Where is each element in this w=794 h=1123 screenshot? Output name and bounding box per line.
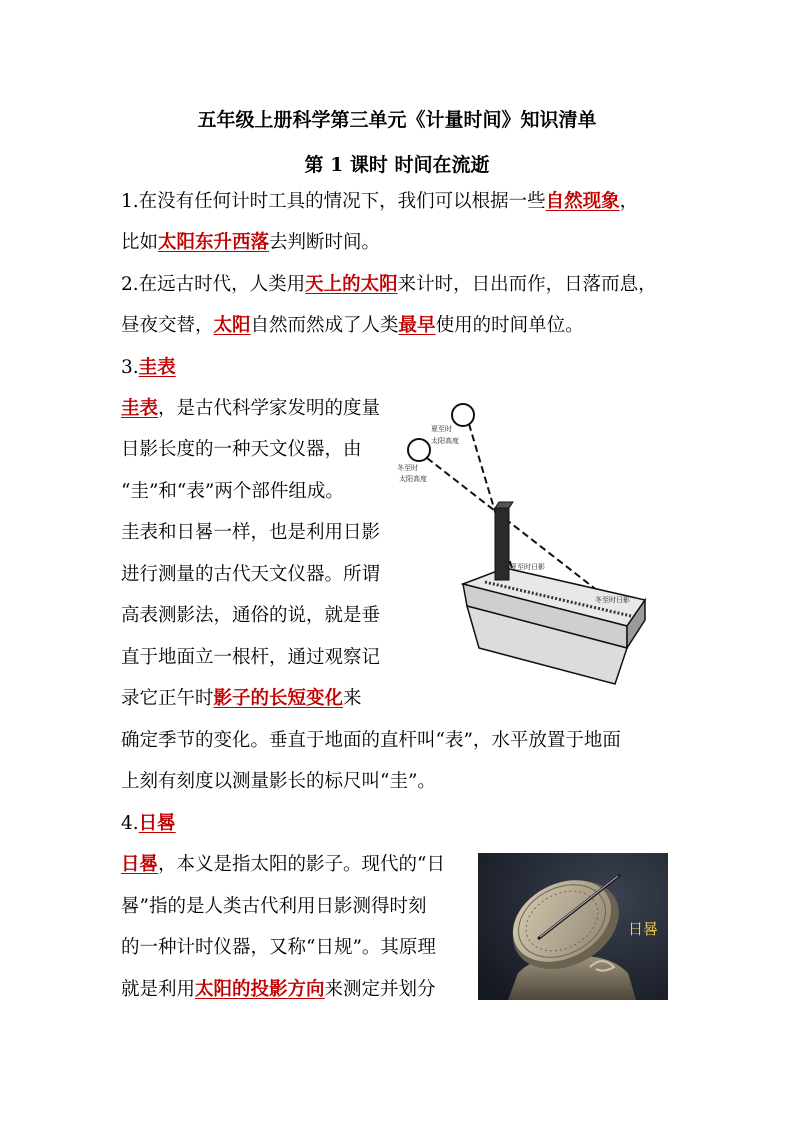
text: 就是利用: [121, 979, 196, 1000]
keyword: 影子的长短变化: [213, 688, 344, 709]
section-4-heading: [121, 812, 176, 836]
page-title: 五年级上册科学第三单元《计量时间》知识清单: [197, 109, 597, 131]
s3-line-9: 确定季节的变化。垂直于地面的直杆叫“表”，水平放置于地面: [121, 730, 621, 751]
s3-line-6: 高表测影法，通俗的说，就是垂: [121, 605, 381, 626]
text: 录它正午时: [121, 688, 214, 709]
text: ，: [619, 191, 639, 212]
s4-line-2: 晷”指的是人类古代利用日影测得时刻: [121, 896, 427, 917]
summer-sun-icon: [452, 404, 474, 426]
biao-pole-top: [495, 502, 513, 508]
s4-line-1: [121, 853, 445, 877]
s3-line-5: 进行测量的古代天文仪器。所谓: [121, 564, 381, 585]
p1-line-2: [121, 231, 380, 255]
s3-line-4: 圭表和日晷一样，也是利用日影: [121, 522, 381, 543]
s3-line-2: 日影长度的一种天文仪器，由: [121, 439, 362, 460]
text: 2.在远古时代，人类用: [121, 274, 306, 295]
keyword: 最早: [398, 315, 436, 336]
text: ，是古代科学家发明的度量: [158, 398, 381, 419]
text: 去判断时间。: [269, 232, 381, 253]
keyword: 日晷: [138, 813, 176, 834]
text: 自然而然成了人类: [250, 315, 399, 336]
keyword: 自然现象: [545, 191, 620, 212]
label-winter-sun-1: 冬至时: [397, 464, 418, 472]
label-winter-shadow: 冬至时日影: [595, 596, 630, 604]
photo-label: 日晷: [628, 920, 659, 938]
s3-line-1: [121, 397, 380, 421]
winter-sun-icon: [408, 439, 430, 461]
p2-line-1: [121, 273, 657, 297]
label-summer-sun-2: 太阳高度: [431, 437, 459, 445]
text: 3.: [121, 357, 139, 378]
sundial-photo: [478, 853, 668, 1000]
keyword: 圭表: [121, 398, 159, 419]
p1-line-1: [121, 190, 638, 214]
guibiao-figure: [395, 398, 675, 690]
keyword: 天上的太阳: [305, 274, 398, 295]
label-summer-sun-1: 夏至时: [431, 425, 452, 433]
lesson-subtitle: 第 1 课时 时间在流逝: [304, 154, 490, 176]
label-winter-sun-2: 太阳高度: [399, 475, 427, 483]
biao-pole: [495, 508, 509, 580]
s3-line-8: [121, 687, 362, 711]
text: 使用的时间单位。: [435, 315, 584, 336]
section-3-heading: [121, 356, 176, 380]
text: 4.: [121, 813, 139, 834]
s3-line-10: 上刻有刻度以测量影长的标尺叫“圭”。: [121, 771, 436, 792]
keyword: 太阳东升西落: [158, 232, 270, 253]
text: 来: [343, 688, 362, 709]
keyword: 日晷: [121, 854, 159, 875]
text: ，本义是指太阳的影子。现代的“日: [158, 854, 445, 875]
text: 1.在没有任何计时工具的情况下，我们可以根据一些: [121, 191, 546, 212]
text: 来计时，日出而作，日落而息，: [397, 274, 657, 295]
text: 来测定并划分: [324, 979, 436, 1000]
s3-line-7: 直于地面立一根杆，通过观察记: [121, 647, 381, 668]
s3-line-3: “圭”和“表”两个部件组成。: [121, 481, 344, 502]
text: 昼夜交替，: [121, 315, 214, 336]
keyword: 圭表: [138, 357, 176, 378]
keyword: 太阳: [213, 315, 251, 336]
label-summer-shadow: 夏至时日影: [510, 563, 545, 571]
s4-line-4: [121, 978, 436, 1002]
p2-line-2: [121, 314, 584, 338]
text: 比如: [121, 232, 159, 253]
keyword: 太阳的投影方向: [195, 979, 325, 1000]
s4-line-3: 的一种计时仪器，又称“日规”。其原理: [121, 937, 436, 958]
